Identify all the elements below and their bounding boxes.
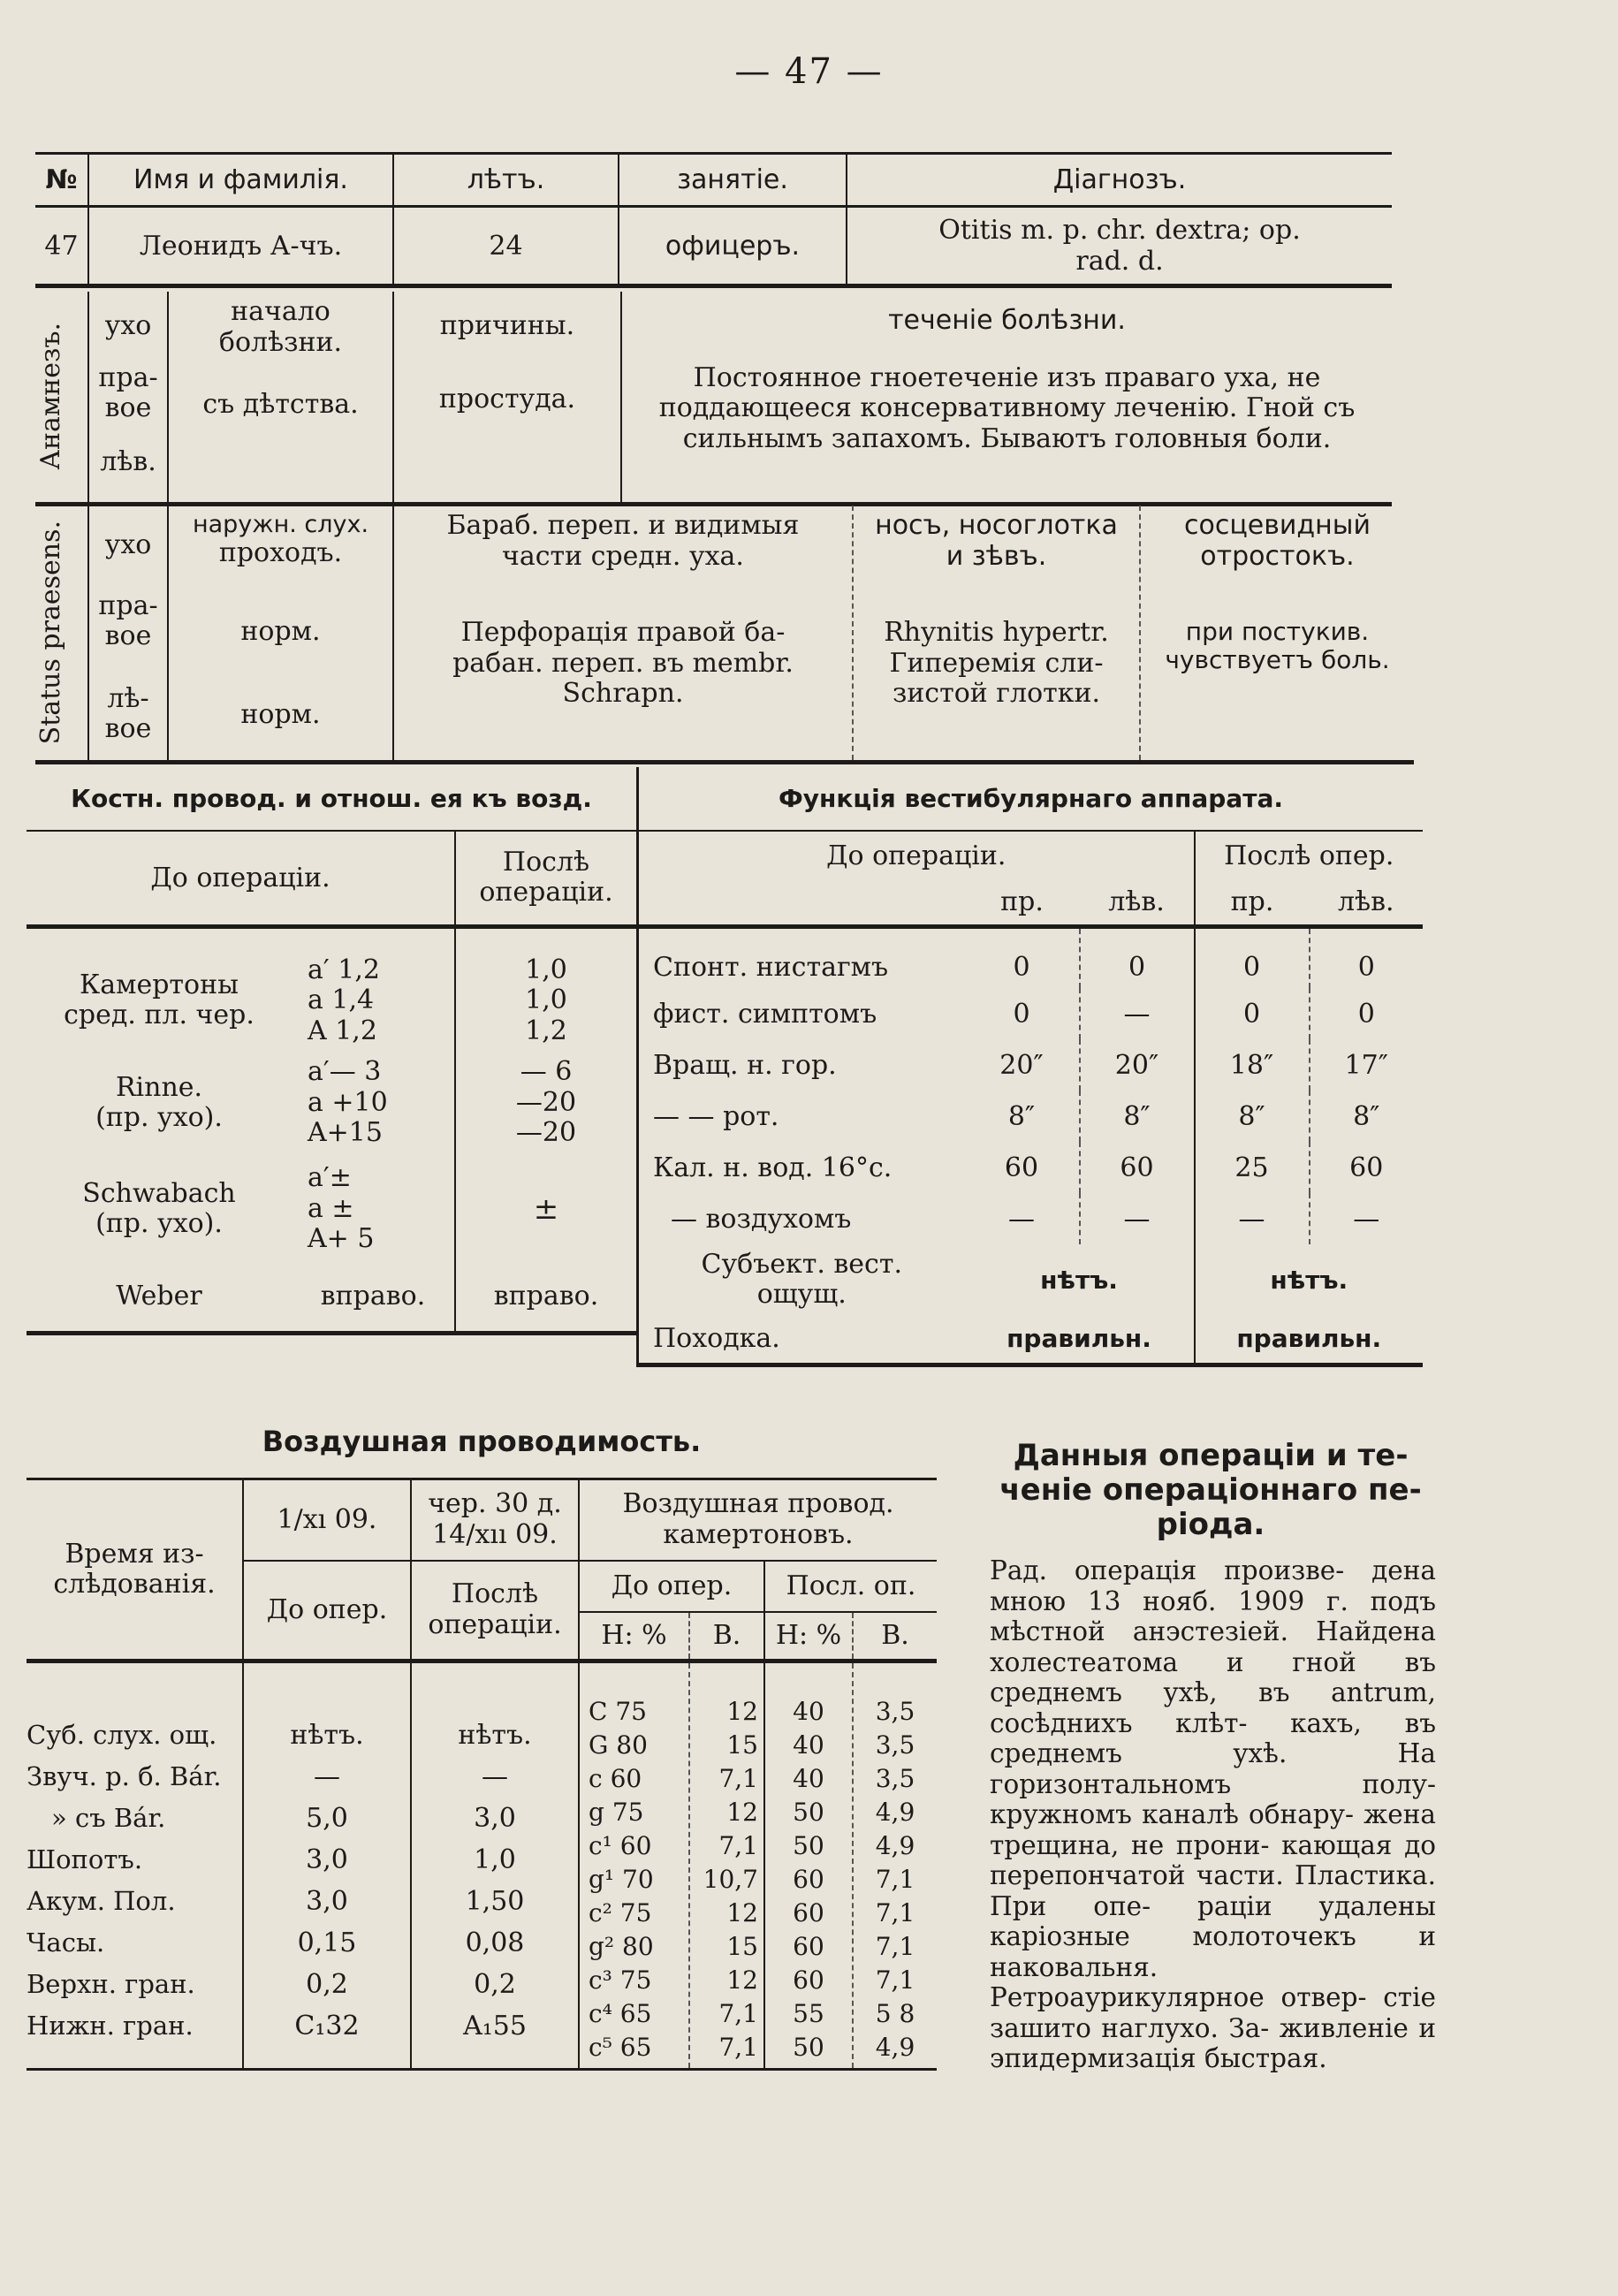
air-before-value: —	[314, 1761, 340, 1792]
weber-label: Weber	[116, 1281, 202, 1312]
fork-tone: c¹ 60	[589, 1831, 652, 1860]
rinne-after-value: —20	[515, 1086, 577, 1118]
fork-before-b-value: 7,1	[718, 1999, 758, 2028]
schwabach-values	[292, 1156, 455, 1262]
patient-name: Леонидъ А-чъ.	[88, 207, 393, 286]
fork-before-b-value: 12	[726, 1798, 758, 1827]
rinne-label-1: Rinne.	[115, 1071, 203, 1103]
gait-label: Походка.	[653, 1323, 780, 1355]
vest-cell: 25	[1195, 1142, 1310, 1193]
rinne-value: a +10	[308, 1086, 388, 1118]
patient-header-table	[35, 152, 1392, 288]
onset-header-1: начало	[231, 296, 330, 327]
tuning-fork-after-value: 1,2	[525, 1015, 567, 1046]
fork-after-h-value: 50	[793, 1831, 824, 1860]
ear-canal-header-2: проходъ.	[218, 537, 343, 569]
air-before-value: C₁32	[294, 2011, 360, 2041]
ear-canal-cell	[168, 506, 393, 762]
fork-after-h-value: 40	[793, 1730, 824, 1760]
fork-after-h-value: 60	[793, 1932, 824, 1961]
fork-after-h-value: 60	[793, 1865, 824, 1894]
air-after-value: A₁55	[463, 2011, 527, 2041]
tf-before-header: До опер.	[579, 1561, 764, 1612]
status-label-cell	[35, 506, 88, 762]
fork-after-b-value: 3,5	[875, 1730, 915, 1760]
air-after-value: 1,50	[465, 1886, 525, 1917]
fork-tone: c³ 75	[589, 1965, 652, 1995]
date-second-2: 14/xıı 09.	[432, 1518, 558, 1550]
anamnesis-label-cell	[35, 292, 88, 504]
fork-before-b-value: 15	[726, 1932, 758, 1961]
col-diagnosis-header: Діагнозъ.	[847, 154, 1392, 207]
air-before-value: 3,0	[306, 1886, 348, 1917]
fork-after-b-value: 4,9	[875, 2033, 915, 2062]
tuning-fork-value: a′ 1,2	[308, 954, 380, 985]
course-cell	[621, 292, 1392, 504]
air-after-value: нѣтъ.	[458, 1720, 532, 1751]
tuning-forks-after	[455, 926, 636, 1050]
operation-title-2: ченіе операціоннаго пе-	[999, 1472, 1422, 1509]
fork-before-b-value: 12	[726, 1898, 758, 1927]
page-number: — 47 —	[734, 51, 884, 92]
course-header: теченіе болѣзни.	[888, 305, 1126, 336]
fork-before-b-value: 7,1	[718, 1831, 758, 1860]
status-table	[35, 506, 1414, 764]
col-age-header: лѣтъ.	[393, 154, 619, 207]
tuning-forks-label-2: сред. пл. чер.	[64, 1000, 254, 1031]
status-ear-cell	[88, 506, 168, 762]
rinne-value: a′— 3	[308, 1056, 382, 1088]
date-first: 1/xı 09.	[243, 1479, 411, 1561]
air-conduction-title: Воздушная проводимость.	[262, 1425, 702, 1458]
date-second-1: чер. 30 д.	[428, 1488, 562, 1520]
vest-after-header: Послѣ опер.	[1224, 840, 1394, 871]
fork-after-h	[764, 1661, 853, 2070]
course-line-3: сильнымъ запахомъ. Бываютъ головныя боли.	[682, 422, 1332, 454]
vest-cell: 0	[1195, 988, 1310, 1039]
vest-cell: 17″	[1344, 1049, 1388, 1081]
right-ear-label-1: пра-	[98, 361, 158, 393]
vest-cell: 8″	[1353, 1100, 1380, 1132]
air-row-label: Нижн. гран.	[27, 2011, 194, 2041]
vest-row-label: фист. симптомъ	[653, 998, 877, 1030]
vest-cell: —	[1195, 1193, 1310, 1244]
ear-label: ухо	[104, 310, 152, 341]
air-row-label: Верхн. гран.	[27, 1969, 195, 1999]
status-ear-label: ухо	[104, 529, 152, 560]
air-after-value: 0,08	[465, 1927, 525, 1958]
fork-before-b-value: 7,1	[718, 2033, 758, 2062]
weber-after: вправо.	[493, 1281, 599, 1312]
vest-before-header: До операціи.	[638, 831, 1195, 880]
bone-before-header: До операціи.	[27, 831, 455, 926]
air-before-value: нѣтъ.	[290, 1720, 364, 1751]
vest-row-label: — — рот.	[653, 1100, 779, 1132]
fork-after-h-value: 50	[793, 1798, 824, 1827]
vest-cell: 8″	[965, 1091, 1080, 1142]
col-occupation-header: занятіе.	[619, 154, 847, 207]
vest-cell: 0	[965, 926, 1080, 988]
fork-after-b-value: 5 8	[875, 1999, 915, 2028]
vest-cell: 60	[965, 1142, 1080, 1193]
onset-header-2: болѣзни.	[218, 326, 343, 358]
ear-canal-left: норм.	[240, 699, 321, 731]
air-row-labels	[27, 1661, 243, 2070]
air-before-header: До опер.	[243, 1561, 411, 1661]
status-right-label-1: пра-	[98, 589, 158, 621]
tf-before-h-header: H: %	[579, 1612, 689, 1661]
vest-cell: 20″	[965, 1039, 1080, 1091]
fork-tone: g 75	[589, 1798, 644, 1827]
vest-cell: 8″	[1195, 1091, 1310, 1142]
operation-title	[990, 1439, 1432, 1542]
status-left-label-2: вое	[104, 713, 152, 744]
fork-after-b	[853, 1661, 937, 2070]
subjective-after: нѣтъ.	[1270, 1265, 1348, 1295]
fork-tone: c 60	[589, 1764, 642, 1793]
operation-title-1: Данныя операціи и те-	[1013, 1438, 1409, 1473]
time-label	[27, 1479, 243, 1661]
tuning-forks-values	[292, 926, 455, 1050]
air-row-label: Акум. Пол.	[27, 1886, 176, 1916]
eardrum-line-2: рабан. переп. въ membr.	[452, 647, 794, 679]
vest-cell: 0	[965, 988, 1080, 1039]
vest-row-label: Кал. н. вод. 16°с.	[653, 1152, 893, 1183]
status-right-label-2: вое	[104, 620, 152, 651]
fork-before-b-value: 7,1	[718, 1764, 758, 1793]
schwabach-label	[27, 1156, 292, 1262]
air-after-value: 3,0	[474, 1803, 516, 1834]
vest-after-left-header: лѣв.	[1337, 886, 1394, 918]
schwabach-value: a′±	[308, 1162, 352, 1194]
bone-after-header-2: операціи.	[479, 877, 613, 909]
fork-before-b-value: 12	[726, 1697, 758, 1726]
subjective-label-1: Субъект. вест.	[701, 1248, 902, 1280]
patient-number: 47	[35, 207, 88, 286]
air-before-value: 5,0	[306, 1803, 348, 1834]
patient-age: 24	[393, 207, 619, 286]
rinne-after	[455, 1050, 636, 1156]
course-line-1: Постоянное гноетеченіе изъ праваго уха, не	[693, 361, 1321, 393]
vest-cell: 0	[1357, 951, 1375, 983]
cause-value: простуда.	[438, 383, 576, 414]
fork-tone: c² 75	[589, 1898, 652, 1927]
air-row-label: Суб. слух. ощ.	[27, 1720, 217, 1750]
tf-after-b-header: B.	[881, 1620, 909, 1652]
vestibular-title: Функція вестибулярнаго аппарата.	[779, 784, 1283, 813]
mastoid-header-1: сосцевидный	[1184, 510, 1371, 541]
fork-after-b-value: 7,1	[875, 1932, 915, 1961]
vest-cell: —	[1080, 1193, 1195, 1244]
air-after-header-2: операціи.	[428, 1608, 562, 1640]
tuning-forks-label-1: Камертоны	[80, 969, 239, 1000]
fork-after-h-value: 40	[793, 1697, 824, 1726]
tuning-fork-value: a 1,4	[308, 985, 375, 1015]
time-label-2: слѣдованія.	[53, 1569, 216, 1600]
air-row-label: Звуч. р. б. Bár.	[27, 1761, 222, 1791]
air-before-value: 3,0	[306, 1844, 348, 1875]
vest-cell: 60	[1080, 1142, 1195, 1193]
tf-after-h-header: H: %	[764, 1612, 853, 1661]
diagnosis-line-2: rad. d.	[1075, 246, 1164, 277]
col-number-header: №	[35, 154, 88, 207]
mastoid-cell	[1140, 506, 1414, 762]
schwabach-after: ±	[533, 1191, 559, 1227]
tuning-fork-after-value: 1,0	[525, 985, 567, 1015]
operation-text: Рад. операція произве- дена мною 13 нояб. 1909 г. подъ мѣстной анэстезіей. Найдена холестеатома и гной въ среднемъ ухѣ, въ antrum, сосѣднихъ клѣт- кахъ, въ среднемъ ухѣ. На горизонтальномъ полу- кружномъ каналѣ обнару- жена трещина, не прони- кающая до перепончатой части. Пластика. При опе- раціи удалены каріозные молоточекъ и наковальня. Ретроаурикулярное отвер- стіе зашито наглухо. За- живленіе и эпидермизація быстрая.	[990, 1555, 1436, 2073]
fork-before-b-value: 12	[726, 1965, 758, 1995]
eardrum-line-3: Schrapn.	[562, 678, 684, 709]
fork-tone: G 80	[589, 1730, 648, 1760]
bone-conduction-table	[27, 767, 636, 1335]
fork-tones	[579, 1661, 689, 2070]
fork-before-b-value: 15	[726, 1730, 758, 1760]
rinne-label-2: (пр. ухо).	[95, 1102, 223, 1133]
fork-tone: g¹ 70	[589, 1865, 654, 1894]
air-before-value: 0,2	[306, 1969, 348, 2000]
vest-cell: 0	[1080, 926, 1195, 988]
vest-cell: 20″	[1080, 1039, 1195, 1091]
onset-value: съ дѣтства.	[202, 389, 359, 420]
bone-after-header-1: Послѣ	[502, 846, 590, 878]
nose-line-2: Гиперемія сли-	[889, 647, 1104, 679]
vest-cell: 0	[1357, 998, 1375, 1030]
col-name-header: Имя и фамилія.	[88, 154, 393, 207]
air-after-value: 1,0	[474, 1844, 516, 1875]
tuning-fork-air-header-1: Воздушная провод.	[622, 1488, 894, 1520]
date-second	[411, 1479, 579, 1561]
tf-after-header: Посл. оп.	[764, 1561, 937, 1612]
vest-row-label: Спонт. нистагмъ	[653, 951, 889, 983]
bone-after-header	[455, 831, 636, 926]
ear-canal-right: норм.	[240, 615, 321, 647]
air-row-label: » съ Bár.	[51, 1803, 166, 1833]
bone-conduction-title: Костн. провод. и отнош. ея къ возд.	[71, 784, 592, 813]
anamnesis-label: Анамнезъ.	[35, 323, 66, 471]
air-after-value: —	[482, 1761, 508, 1792]
eardrum-header-2: части средн. уха.	[502, 540, 744, 572]
fork-tone: c⁵ 65	[589, 2033, 652, 2062]
mastoid-line-1: при постукив.	[1185, 617, 1370, 646]
vestibular-table	[636, 767, 1423, 1367]
vest-cell: 0	[1195, 926, 1310, 988]
rinne-after-value: — 6	[520, 1056, 573, 1088]
gait-after: правильн.	[1236, 1324, 1382, 1354]
air-conduction-table	[27, 1478, 937, 2071]
rinne-after-value: —20	[515, 1117, 577, 1149]
left-ear-label: лѣв.	[100, 445, 156, 477]
eardrum-cell	[393, 506, 853, 762]
vest-cell: —	[965, 1193, 1080, 1244]
vest-cell: 8″	[1080, 1091, 1195, 1142]
fork-after-b-value: 7,1	[875, 1865, 915, 1894]
vest-after-right-header: пр.	[1230, 886, 1274, 918]
nose-line-1: Rhynitis hypertr.	[884, 617, 1109, 648]
air-after-values	[411, 1661, 579, 2070]
subjective-label-2: ощущ.	[756, 1279, 847, 1310]
air-row-label: Шопотъ.	[27, 1844, 143, 1874]
fork-after-h-value: 55	[793, 1999, 824, 2028]
mastoid-line-2: чувствуетъ боль.	[1165, 645, 1390, 675]
air-before-value: 0,15	[297, 1927, 357, 1958]
vest-cell: 60	[1349, 1152, 1384, 1183]
cause-header: причины.	[439, 310, 575, 341]
vest-row-label: Вращ. н. гор.	[653, 1049, 837, 1081]
nose-header-1: носъ, носоглотка	[875, 510, 1118, 541]
fork-after-h-value: 60	[793, 1965, 824, 1995]
cause-cell	[393, 292, 621, 504]
vest-before-right-header: пр.	[1000, 886, 1044, 918]
vest-cell: —	[1353, 1203, 1380, 1235]
fork-after-b-value: 3,5	[875, 1697, 915, 1726]
tuning-fork-after-value: 1,0	[525, 954, 567, 985]
air-after-header-1: Послѣ	[451, 1578, 539, 1610]
fork-before-b	[689, 1661, 764, 2070]
fork-tone: c⁴ 65	[589, 1999, 652, 2028]
schwabach-value: A+ 5	[308, 1223, 375, 1255]
vest-cell: 18″	[1195, 1039, 1310, 1091]
patient-diagnosis	[847, 207, 1392, 286]
schwabach-label-2: (пр. ухо).	[95, 1208, 223, 1239]
diagnosis-line-1: Otitis m. p. chr. dextra; op.	[938, 215, 1301, 246]
nose-line-3: зистой глотки.	[892, 678, 1101, 709]
operation-title-3: ріода.	[1156, 1507, 1265, 1543]
fork-after-b-value: 7,1	[875, 1965, 915, 1995]
right-ear-label-2: вое	[104, 392, 152, 423]
subjective-before: нѣтъ.	[965, 1244, 1195, 1315]
nose-header-2: и зѣвъ.	[946, 540, 1047, 572]
eardrum-line-1: Перфорація правой ба-	[460, 617, 786, 648]
tuning-fork-value: A 1,2	[308, 1015, 377, 1046]
patient-occupation: офицеръ.	[619, 207, 847, 286]
schwabach-value: a ±	[308, 1192, 354, 1224]
air-after-header	[411, 1561, 579, 1661]
rinne-value: A+15	[308, 1117, 383, 1149]
fork-after-b-value: 7,1	[875, 1898, 915, 1927]
fork-after-b-value: 4,9	[875, 1798, 915, 1827]
ear-canal-header-1: наружн. слух.	[192, 511, 369, 538]
fork-tone: C 75	[589, 1697, 647, 1726]
onset-cell	[168, 292, 393, 504]
air-after-value: 0,2	[474, 1969, 516, 2000]
rinne-label	[27, 1050, 292, 1156]
status-left-label-1: лѣ-	[107, 682, 149, 714]
air-before-values	[243, 1661, 411, 2070]
gait-before: правильн.	[965, 1315, 1195, 1365]
status-label: Status praesens.	[35, 521, 66, 745]
tuning-fork-air-header	[579, 1479, 937, 1561]
anamnesis-table	[35, 292, 1392, 506]
vest-row-label: — воздухомъ	[671, 1203, 852, 1235]
vest-before-left-header: лѣв.	[1080, 880, 1195, 926]
fork-tone: g² 80	[589, 1932, 654, 1961]
air-row-label: Часы.	[27, 1927, 105, 1958]
tf-before-b-header: B.	[689, 1612, 764, 1661]
fork-after-h-value: 40	[793, 1764, 824, 1793]
mastoid-header-2: отростокъ.	[1200, 540, 1355, 572]
fork-after-h-value: 60	[793, 1898, 824, 1927]
fork-after-b-value: 3,5	[875, 1764, 915, 1793]
anamnesis-ear-cell	[88, 292, 168, 504]
schwabach-label-1: Schwabach	[82, 1177, 236, 1209]
weber-before: вправо.	[292, 1262, 455, 1333]
nose-cell	[853, 506, 1140, 762]
subjective-label	[638, 1244, 965, 1315]
fork-after-h-value: 50	[793, 2033, 824, 2062]
tuning-forks-label	[27, 926, 292, 1050]
rinne-values	[292, 1050, 455, 1156]
course-line-2: поддающееся консервативному леченію. Гной съ	[658, 392, 1356, 423]
vest-cell: —	[1080, 988, 1195, 1039]
eardrum-header-1: Бараб. переп. и видимыя	[446, 510, 800, 541]
tuning-fork-air-header-2: камертоновъ.	[663, 1518, 854, 1550]
fork-after-b-value: 4,9	[875, 1831, 915, 1860]
time-label-1: Время из-	[65, 1538, 204, 1570]
fork-before-b-value: 10,7	[703, 1865, 758, 1894]
